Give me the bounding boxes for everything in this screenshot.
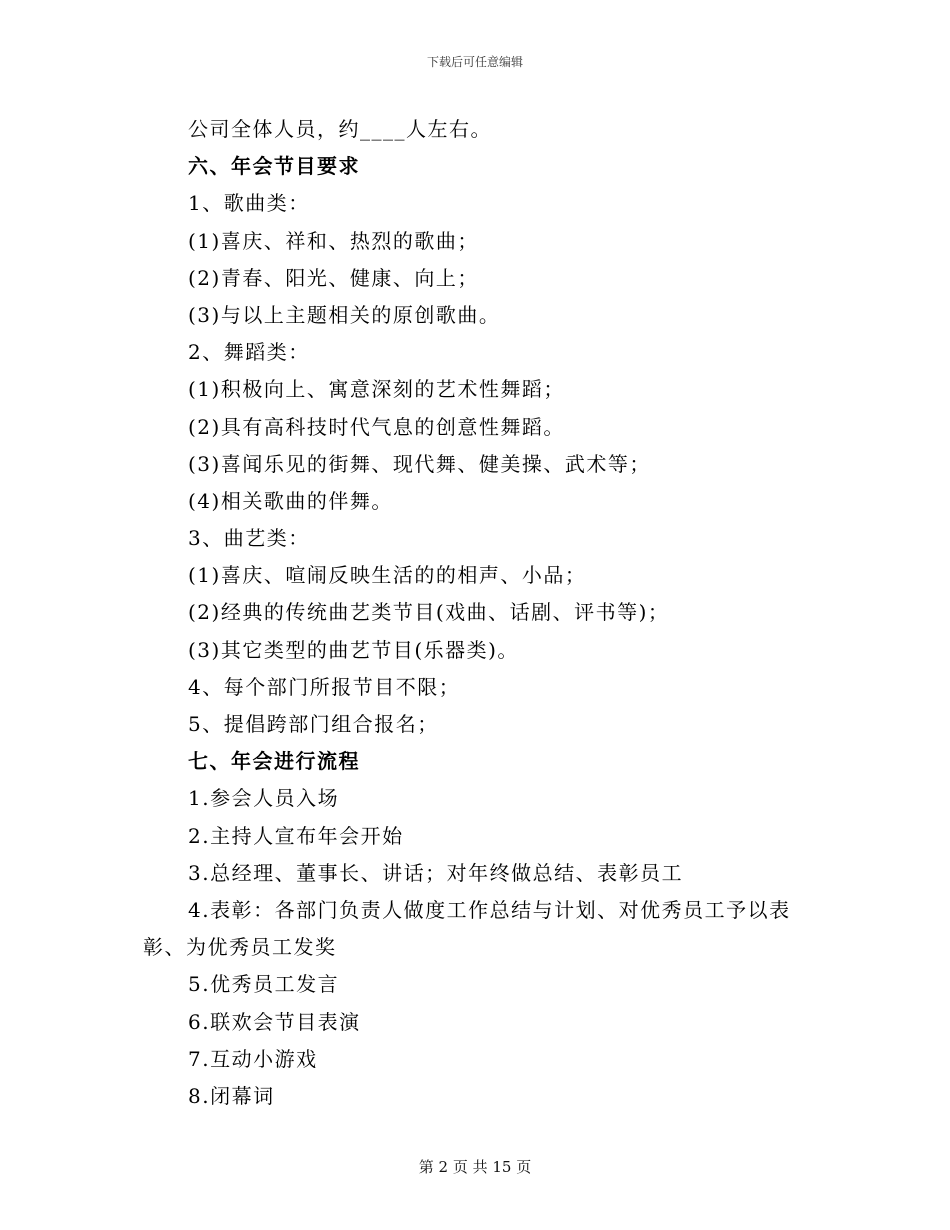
participants-line: 公司全体人员，约____人左右。 bbox=[188, 117, 492, 141]
list-item: 6.联欢会节目表演 bbox=[188, 1009, 361, 1034]
list-item: 7.互动小游戏 bbox=[188, 1046, 318, 1071]
list-item: (3)喜闻乐见的街舞、现代舞、健美操、武术等； bbox=[188, 451, 651, 476]
list-item: 1.参会人员入场 bbox=[188, 786, 340, 811]
list-item: 4、每个部门所报节目不限； bbox=[188, 674, 461, 699]
list-item: (2)经典的传统曲艺类节目(戏曲、话剧、评书等)； bbox=[188, 600, 670, 625]
list-item: (3)其它类型的曲艺节目(乐器类)。 bbox=[188, 637, 519, 662]
list-item: 5.优秀员工发言 bbox=[188, 972, 340, 997]
list-item: 2、舞蹈类： bbox=[188, 340, 310, 365]
list-item: (2)青春、阳光、健康、向上； bbox=[188, 265, 479, 290]
list-item: 3.总经理、董事长、讲话；对年终做总结、表彰员工 bbox=[188, 860, 684, 885]
list-item: (4)相关歌曲的伴舞。 bbox=[188, 488, 393, 513]
section-heading-agenda: 七、年会进行流程 bbox=[188, 749, 360, 774]
document-body bbox=[143, 111, 813, 1115]
list-item: (1)喜庆、祥和、热烈的歌曲； bbox=[188, 228, 479, 253]
page-number-footer: 第 2 页 共 15 页 bbox=[418, 1158, 532, 1176]
list-item: 2.主持人宣布年会开始 bbox=[188, 823, 404, 848]
list-item: 1、歌曲类： bbox=[188, 191, 310, 216]
list-item-paragraph: 4.表彰：各部门负责人做度工作总结与计划、对优秀员工予以表彰、为优秀员工发奖 bbox=[143, 897, 791, 960]
page-header: 下载后可任意编辑 bbox=[426, 55, 523, 69]
list-item: (1)积极向上、寓意深刻的艺术性舞蹈； bbox=[188, 377, 565, 402]
list-item: 5、提倡跨部门组合报名； bbox=[188, 712, 439, 736]
list-item: 3、曲艺类： bbox=[188, 526, 310, 551]
list-item: (3)与以上主题相关的原创歌曲。 bbox=[188, 302, 501, 327]
list-item: (1)喜庆、喧闹反映生活的的相声、小品； bbox=[188, 563, 587, 588]
list-item: 8.闭幕词 bbox=[188, 1083, 275, 1108]
section-heading-program-requirements: 六、年会节目要求 bbox=[188, 154, 360, 179]
list-item: (2)具有高科技时代气息的创意性舞蹈。 bbox=[188, 414, 565, 439]
